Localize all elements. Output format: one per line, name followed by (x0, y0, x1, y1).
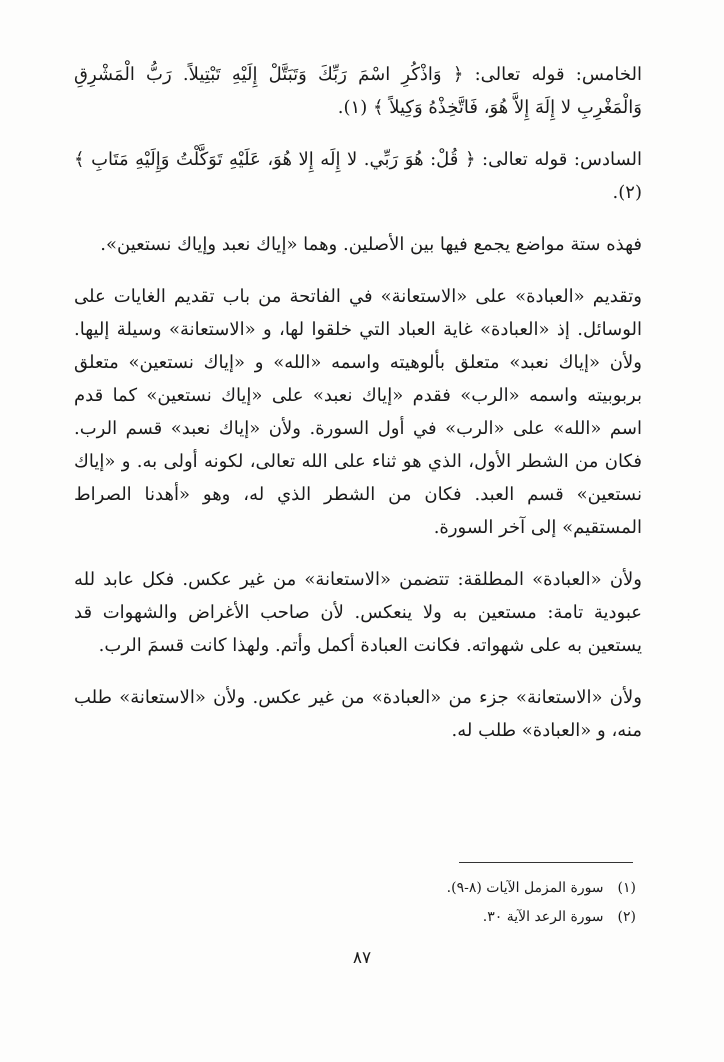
paragraph-sixth-verse: السادس: قوله تعالى: ﴿ قُلْ: هُوَ رَبِّي. لا إِلَه إِلا هُوَ، عَلَيْهِ تَوَكَّلْتُ وَإِلَيْهِ مَتَابِ ﴾ (٢). (74, 149, 643, 203)
paragraph-help-part-of-worship: ولأن «الاستعانة» جزء من «العبادة» من غير عكس. ولأن «الاستعانة» طلب منه، و «العبادة» طلب له. (74, 687, 642, 741)
paragraph-fifth-verse: الخامس: قوله تعالى: ﴿ وَاذْكُرِ اسْمَ رَبِّكَ وَتَبَتَّلْ إِلَيْهِ تَبْتِيلاً. رَبُّ الْمَشْرِقِ وَالْمَغْرِبِ لا إِلَهَ إِلاَّ هُوَ، فَاتَّخِذْهُ وَكِيلاً ﴾ (١). (74, 64, 642, 118)
page-number: ٨٧ (352, 948, 372, 968)
footnotes (200, 874, 636, 932)
footnote-text: سورة المزمل الآيات (٨-٩). (446, 880, 604, 896)
footnote-number: (١) (617, 880, 636, 896)
paragraph-six-places: فهذه ستة مواضع يجمع فيها بين الأصلين. وهما «إياك نعبد وإياك نستعين». (100, 234, 642, 255)
footnote-2 (200, 903, 636, 932)
footnote-1 (200, 874, 636, 903)
paragraph-order-of-worship: وتقديم «العبادة» على «الاستعانة» في الفاتحة من باب تقديم الغايات على الوسائل. إذ «العبادة» غاية العباد التي خلقوا لها، و «الاستعانة» وسيلة إليها. ولأن «إياك نعبد» متعلق بألوهيته واسمه «الله» و «إياك نستعين» متعلق بربوبيته واسمه «الرب» فقدم «إياك نعبد» على «إياك نستعين» كما قدم اسم «الله» على «الرب» في أول السورة. ولأن «إياك نعبد» قسم الرب. فكان من الشطر الأول، الذي هو ثناء على الله تعالى، لكونه أولى به. و «إياك نستعين» قسم العبد. فكان من الشطر الذي له، وهو «أهدنا الصراط المستقيم» إلى آخر السورة. (74, 286, 642, 538)
footnote-text: سورة الرعد الآية ٣٠. (482, 909, 604, 925)
main-text (74, 58, 642, 766)
paragraph-worship-includes-help: ولأن «العبادة» المطلقة: تتضمن «الاستعانة» من غير عكس. فكل عابد لله عبودية تامة: مستعين به ولا ينعكس. لأن صاحب الأغراض والشهوات قد يستعين به على شهواته. فكانت العبادة أكمل وأتم. ولهذا كانت قسمَ الرب. (74, 569, 642, 656)
footnote-number: (٢) (617, 909, 636, 925)
footnote-divider (459, 862, 633, 863)
